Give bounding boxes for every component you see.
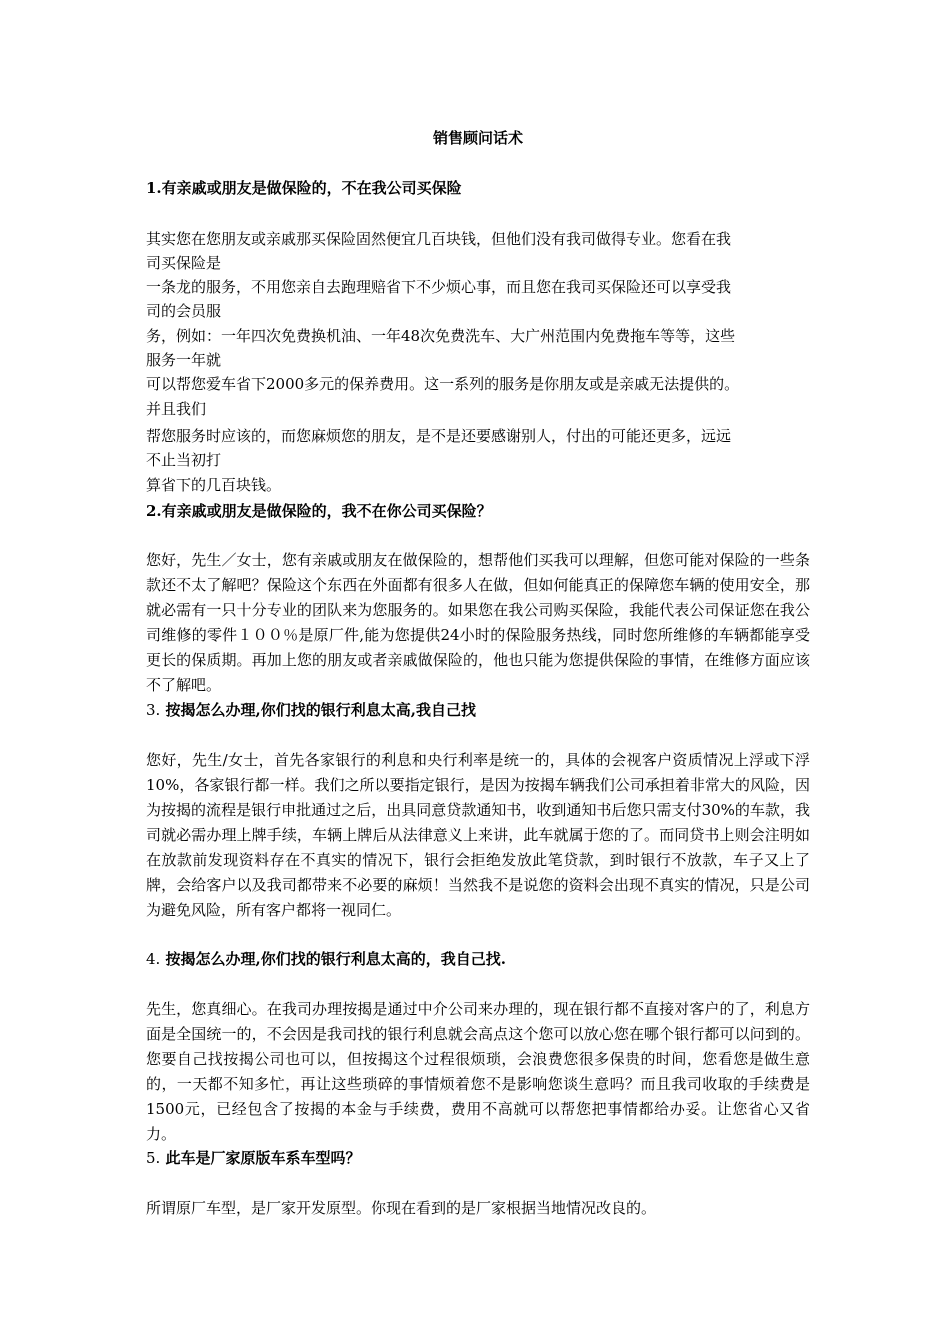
- question-2-heading: 2.有亲戚或朋友是做保险的，我不在你公司买保险？: [146, 502, 492, 520]
- answer-1-line: 可以帮您爱车省下2000多元的保养费用。这一系列的服务是你朋友或是亲戚无法提供的。: [146, 375, 740, 393]
- answer-1-line: 帮您服务时应该的，而您麻烦您的朋友，是不是还要感谢别人，付出的可能还更多，远远: [146, 427, 732, 445]
- question-5-text: 此车是厂家原版车系车型吗？: [165, 1149, 361, 1167]
- answer-1-line: 服务一年就: [146, 351, 222, 369]
- question-4-number: 4.: [146, 950, 161, 968]
- question-5-number: 5.: [146, 1149, 161, 1167]
- question-3-text: 按揭怎么办理,你们找的银行利息太高,我自己找: [165, 701, 476, 719]
- answer-1-line: 算省下的几百块钱。: [146, 476, 282, 494]
- question-3-heading: [146, 700, 476, 720]
- answer-3-paragraph: 您好，先生/女士，首先各家银行的利息和央行利率是统一的，具体的会视客户资质情况上浮或下浮10%，各家银行都一样。我们之所以要指定银行，是因为按揭车辆我们公司承担着非常大的风险，因为按揭的流程是银行申批通过之后，出具同意贷款通知书，收到通知书后您只需支付30%的车款，我司就必需办理上牌手续，车辆上牌后从法律意义上来讲，此车就属于您的了。而同贷书上则会注明如在放款前发现资料存在不真实的情况下，银行会拒绝发放此笔贷款，到时银行不放款，车子又上了牌，会给客户以及我司都带来不必要的麻烦！当然我不是说您的资料会出现不真实的情况，只是公司为避免风险，所有客户都将一视同仁。: [146, 751, 810, 919]
- answer-5-paragraph: 所谓原厂车型，是厂家开发原型。你现在看到的是厂家根据当地情况改良的。: [146, 1199, 657, 1217]
- answer-2-paragraph: 您好，先生／女士，您有亲戚或朋友在做保险的，想帮他们买我可以理解，但您可能对保险的一些条款还不太了解吧？保险这个东西在外面都有很多人在做，但如何能真正的保障您车辆的使用安全，那就必需有一只十分专业的团队来为您服务的。如果您在我公司购买保险，我能代表公司保证您在我公司维修的零件１００％是原厂件,能为您提供24小时的保险服务热线，同时您所维修的车辆都能享受更长的保质期。再加上您的朋友或者亲戚做保险的，他也只能为您提供保险的事情，在维修方面应该不了解吧。: [146, 551, 810, 694]
- document-title: 销售顾问话术: [432, 129, 523, 147]
- question-4-text: 按揭怎么办理,你们找的银行利息太高的，我自己找.: [165, 950, 506, 968]
- answer-1-line: 其实您在您朋友或亲戚那买保险固然便宜几百块钱，但他们没有我司做得专业。您看在我: [146, 230, 732, 248]
- question-5-heading: [146, 1148, 361, 1168]
- answer-1-line: 务，例如：一年四次免费换机油、一年48次免费洗车、大广州范围内免费拖车等等，这些: [146, 327, 736, 345]
- answer-1-line: 一条龙的服务，不用您亲自去跑理赔省下不少烦心事，而且您在我司买保险还可以享受我: [146, 278, 732, 296]
- question-3-number: 3.: [146, 701, 161, 719]
- answer-1-line: 不止当初打: [146, 451, 222, 469]
- question-1-heading: 1.有亲戚或朋友是做保险的，不在我公司买保险: [146, 179, 462, 197]
- answer-1-line: 司的会员服: [146, 302, 222, 320]
- answer-4-paragraph: 先生，您真细心。在我司办理按揭是通过中介公司来办理的，现在银行都不直接对客户的了，利息方面是全国统一的，不会因是我司找的银行利息就会高点这个您可以放心您在哪个银行都可以问到的。您要自己找按揭公司也可以，但按揭这个过程很烦琐，会浪费您很多保贵的时间，您看您是做生意的，一天都不知多忙，再让这些琐碎的事情烦着您不是影响您谈生意吗？而且我司收取的手续费是1500元，已经包含了按揭的本金与手续费，费用不高就可以帮您把事情都给办妥。让您省心又省力。: [146, 1000, 810, 1143]
- question-4-heading: [146, 949, 506, 969]
- answer-1-line: 司买保险是: [146, 254, 222, 272]
- answer-1-line: 并且我们: [146, 400, 207, 418]
